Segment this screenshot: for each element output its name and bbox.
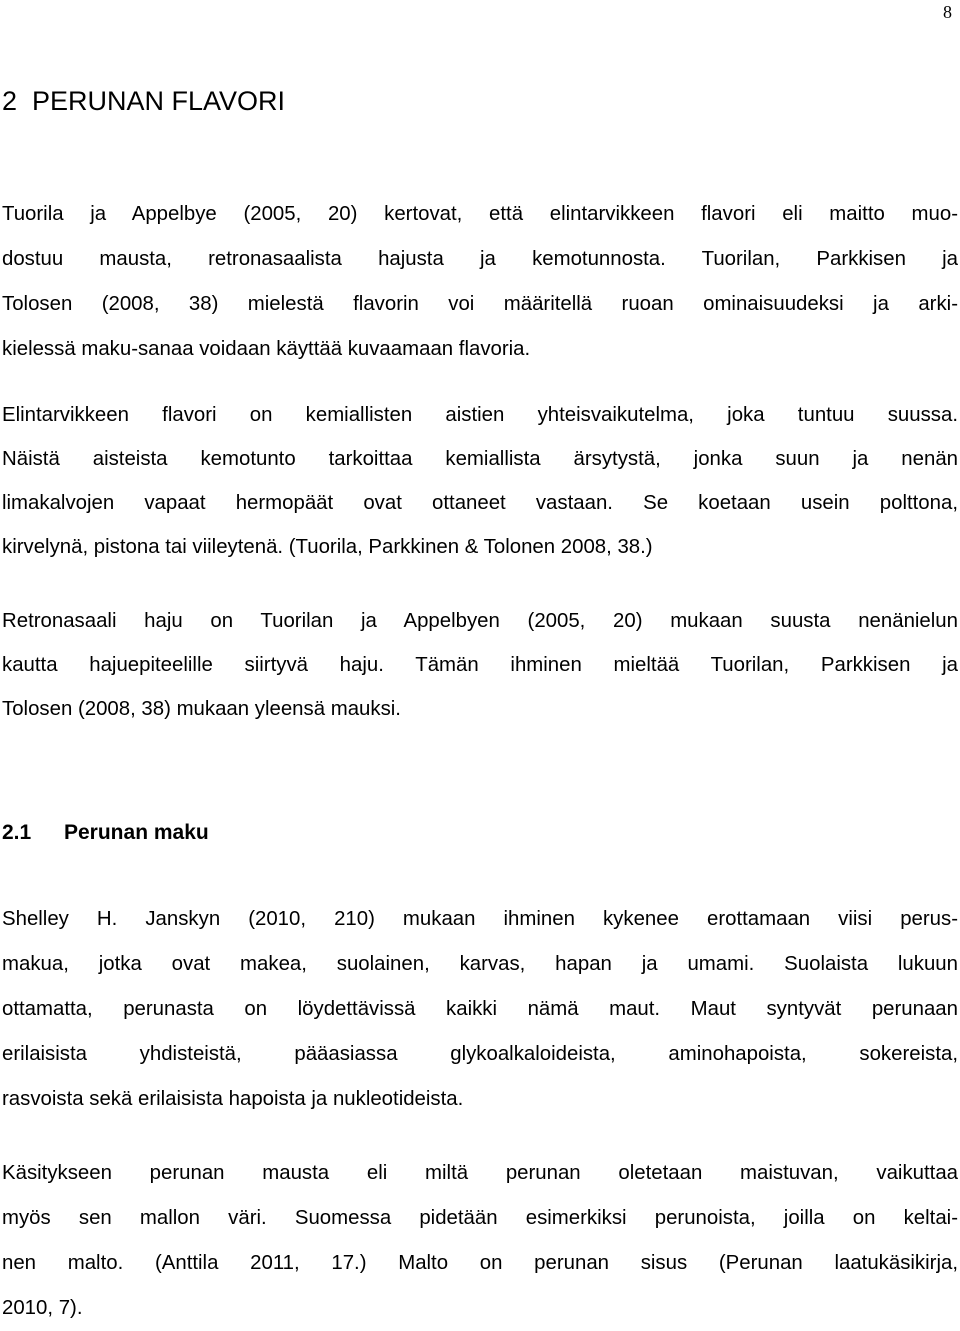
paragraph-retronasal-smell bbox=[2, 599, 958, 731]
paragraph-line: Shelley H. Janskyn (2010, 210) mukaan ihminen kykenee erottamaan viisi perus- bbox=[2, 908, 958, 930]
paragraph-basic-tastes bbox=[2, 897, 958, 1122]
paragraph-chemical-senses bbox=[2, 393, 958, 569]
paragraph-line: nen malto. (Anttila 2011, 17.) Malto on perunan sisus (Perunan laatukäsikirja, bbox=[2, 1252, 958, 1274]
paragraph-line: ottamatta, perunasta on löydettävissä kaikki nämä maut. Maut syntyvät perunaan bbox=[2, 998, 958, 1020]
paragraph-line: Tolosen (2008, 38) mielestä flavorin voi määritellä ruoan ominaisuudeksi ja arki- bbox=[2, 293, 958, 315]
paragraph-line: kautta hajuepiteelille siirtyvä haju. Tämän ihminen mieltää Tuorilan, Parkkisen ja bbox=[2, 654, 958, 676]
paragraph-line: Käsitykseen perunan mausta eli miltä perunan oletetaan maistuvan, vaikuttaa bbox=[2, 1162, 958, 1184]
subsection-title: Perunan maku bbox=[64, 821, 209, 844]
paragraph-flesh-color bbox=[2, 1151, 958, 1331]
paragraph-line: 2010, 7). bbox=[2, 1297, 83, 1319]
paragraph-line: kielessä maku-sanaa voidaan käyttää kuvaamaan flavoria. bbox=[2, 338, 531, 360]
paragraph-line: erilaisista yhdisteistä, pääasiassa glykoalkaloideista, aminohapoista, sokereista, bbox=[2, 1043, 958, 1065]
paragraph-line: rasvoista sekä erilaisista hapoista ja nukleotideista. bbox=[2, 1088, 464, 1110]
subsection-heading bbox=[2, 821, 209, 845]
paragraph-line: Näistä aisteista kemotunto tarkoittaa kemiallista ärsytystä, jonka suun ja nenän bbox=[2, 448, 958, 470]
paragraph-line: Tuorila ja Appelbye (2005, 20) kertovat, että elintarvikkeen flavori eli maitto muo- bbox=[2, 203, 958, 225]
paragraph-line: Elintarvikkeen flavori on kemiallisten aistien yhteisvaikutelma, joka tuntuu suussa. bbox=[2, 404, 958, 426]
paragraph-line: Retronasaali haju on Tuorilan ja Appelbyen (2005, 20) mukaan suusta nenänielun bbox=[2, 610, 958, 632]
paragraph-line: kirvelynä, pistona tai viileytenä. (Tuorila, Parkkinen & Tolonen 2008, 38.) bbox=[2, 536, 653, 558]
paragraph-line: myös sen mallon väri. Suomessa pidetään esimerkiksi perunoista, joilla on keltai- bbox=[2, 1207, 958, 1229]
section-number: 2 bbox=[2, 86, 18, 116]
paragraph-line: Tolosen (2008, 38) mukaan yleensä mauksi. bbox=[2, 698, 401, 720]
paragraph-line: dostuu mausta, retronasaalista hajusta ja kemotunnosta. Tuorilan, Parkkisen ja bbox=[2, 248, 958, 270]
subsection-number: 2.1 bbox=[2, 821, 32, 844]
section-title: PERUNAN FLAVORI bbox=[32, 86, 286, 116]
paragraph-line: limakalvojen vapaat hermopäät ovat ottaneet vastaan. Se koetaan usein polttona, bbox=[2, 492, 958, 514]
paragraph-flavor-definition bbox=[2, 192, 958, 372]
section-heading bbox=[2, 86, 285, 117]
page-number: 8 bbox=[943, 2, 952, 22]
paragraph-line: makua, jotka ovat makea, suolainen, karvas, hapan ja umami. Suolaista lukuun bbox=[2, 953, 958, 975]
